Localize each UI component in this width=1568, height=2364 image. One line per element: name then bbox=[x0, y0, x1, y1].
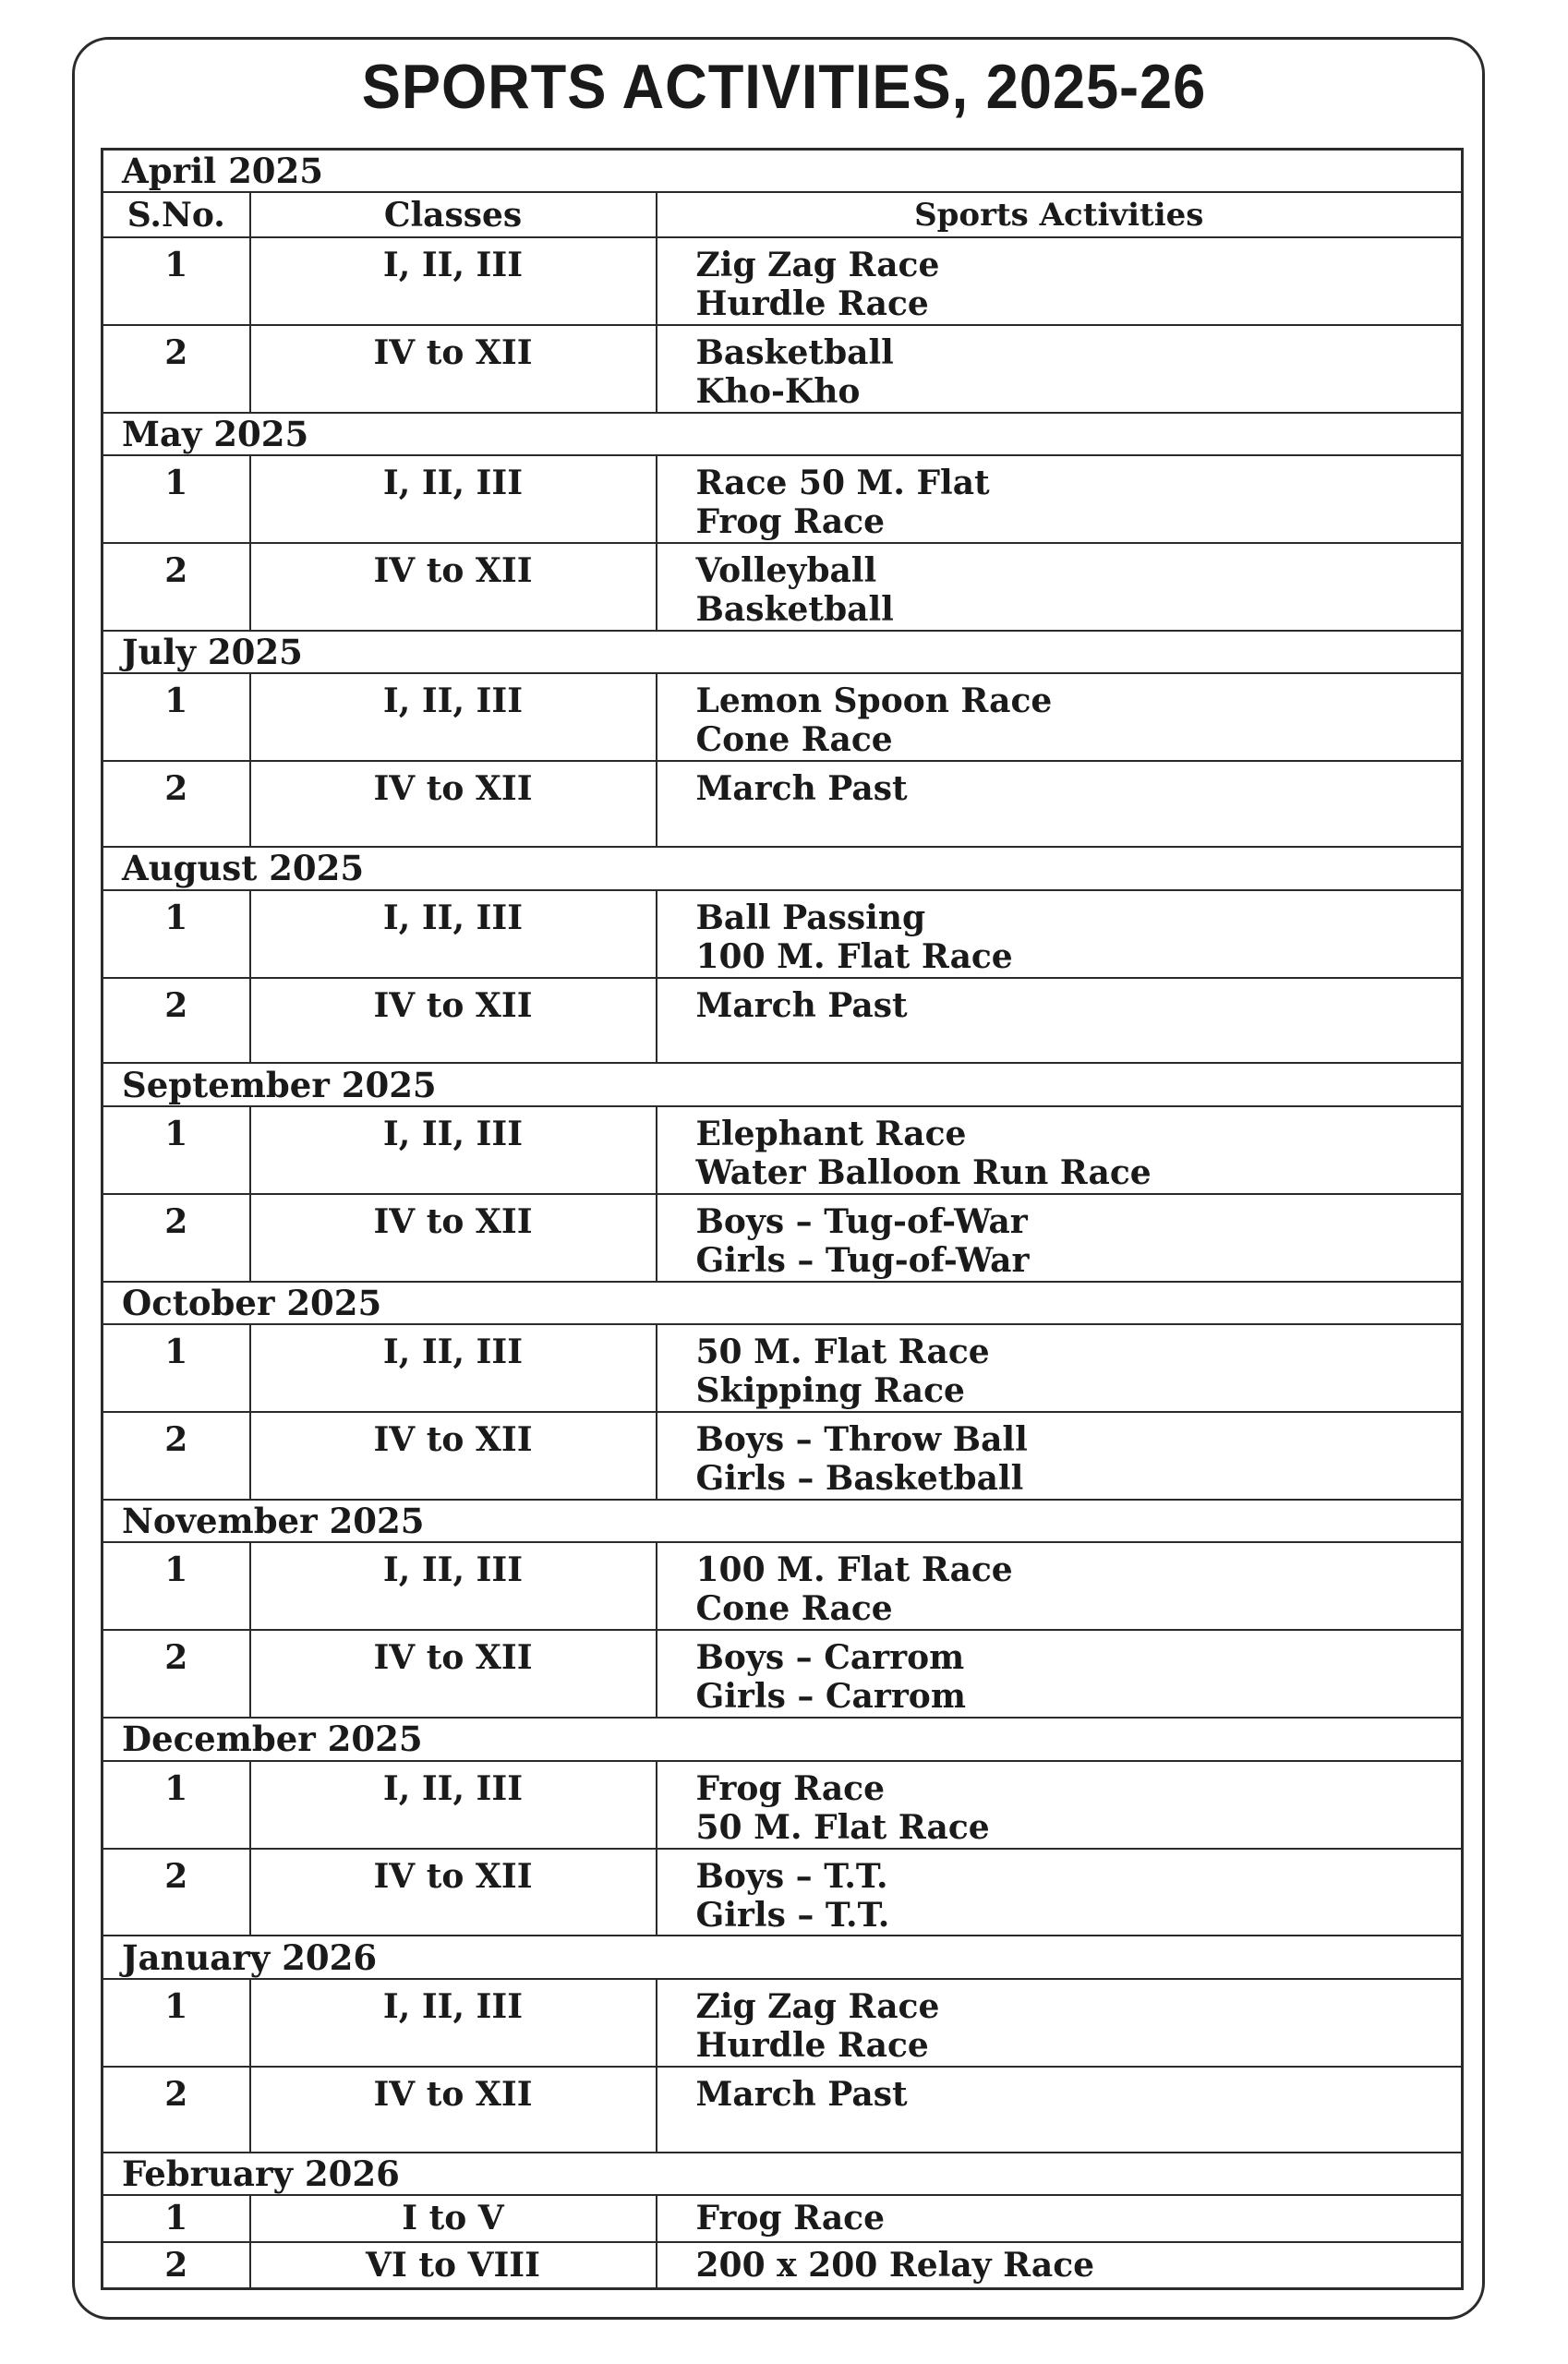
activity-item: Water Balloon Run Race bbox=[695, 1152, 1152, 1192]
classes-cell: I, II, III bbox=[250, 1324, 657, 1412]
activity-item: Boys – Throw Ball bbox=[695, 1420, 1028, 1460]
activities-cell bbox=[657, 2195, 1463, 2241]
serial-number: 1 bbox=[103, 1761, 250, 1849]
activities-cell bbox=[657, 455, 1463, 543]
table-row bbox=[103, 2242, 1463, 2289]
table-row bbox=[103, 1324, 1463, 1412]
serial-number: 1 bbox=[103, 1542, 250, 1630]
activity-item: Skipping Race bbox=[695, 1371, 965, 1411]
activity-item: Elephant Race bbox=[695, 1114, 967, 1153]
activity-item: Boys – Tug-of-War bbox=[695, 1201, 1028, 1241]
month-label: July 2025 bbox=[103, 631, 1463, 673]
serial-number: 2 bbox=[103, 543, 250, 631]
table-row bbox=[103, 325, 1463, 413]
month-row bbox=[103, 150, 1463, 193]
activities-cell bbox=[657, 325, 1463, 413]
activity-item: Race 50 M. Flat bbox=[695, 464, 990, 503]
table-row bbox=[103, 455, 1463, 543]
classes-cell: IV to XII bbox=[250, 761, 657, 847]
classes-cell: I, II, III bbox=[250, 1979, 657, 2067]
month-row bbox=[103, 2153, 1463, 2195]
activities-cell bbox=[657, 1106, 1463, 1194]
classes-header: Classes bbox=[250, 192, 657, 236]
serial-number: 2 bbox=[103, 1412, 250, 1500]
page-title: SPORTS ACTIVITIES, 2025-26 bbox=[361, 52, 1207, 122]
table-row bbox=[103, 890, 1463, 978]
month-row bbox=[103, 1500, 1463, 1542]
classes-cell: IV to XII bbox=[250, 2067, 657, 2153]
classes-cell: IV to XII bbox=[250, 1849, 657, 1936]
activities-cell bbox=[657, 1761, 1463, 1849]
serial-number: 2 bbox=[103, 1849, 250, 1936]
sports-schedule-table bbox=[101, 148, 1464, 2290]
table-row bbox=[103, 673, 1463, 761]
classes-cell: I, II, III bbox=[250, 673, 657, 761]
classes-cell: I, II, III bbox=[250, 1542, 657, 1630]
serial-number: 1 bbox=[103, 237, 250, 325]
classes-cell: I, II, III bbox=[250, 1106, 657, 1194]
serial-number: 1 bbox=[103, 1979, 250, 2067]
classes-cell: IV to XII bbox=[250, 1630, 657, 1718]
month-label: February 2026 bbox=[103, 2153, 1463, 2195]
activities-cell bbox=[657, 761, 1463, 847]
activities-cell bbox=[657, 1194, 1463, 1282]
month-row bbox=[103, 1282, 1463, 1324]
activities-cell bbox=[657, 1849, 1463, 1936]
month-label: September 2025 bbox=[103, 1063, 1463, 1105]
schedule-body bbox=[103, 150, 1463, 2289]
month-row bbox=[103, 1936, 1463, 1978]
table-row bbox=[103, 1979, 1463, 2067]
classes-cell: I, II, III bbox=[250, 455, 657, 543]
serial-number: 1 bbox=[103, 1324, 250, 1412]
table-row bbox=[103, 978, 1463, 1064]
classes-cell: IV to XII bbox=[250, 1194, 657, 1282]
activity-item: 100 M. Flat Race bbox=[695, 1550, 1013, 1590]
serial-number: 2 bbox=[103, 325, 250, 413]
activity-item: Girls – Basketball bbox=[695, 1459, 1024, 1499]
month-row bbox=[103, 1063, 1463, 1105]
activity-item: 100 M. Flat Race bbox=[695, 936, 1013, 976]
activity-item: Kho-Kho bbox=[695, 371, 861, 411]
table-row bbox=[103, 1412, 1463, 1500]
activities-header: Sports Activities bbox=[657, 192, 1463, 236]
activity-item: Hurdle Race bbox=[695, 283, 929, 323]
activities-cell bbox=[657, 673, 1463, 761]
month-label: April 2025 bbox=[103, 150, 1463, 193]
table-row bbox=[103, 543, 1463, 631]
classes-cell: IV to XII bbox=[250, 325, 657, 413]
activities-cell bbox=[657, 978, 1463, 1064]
activities-cell bbox=[657, 1979, 1463, 2067]
activity-item: Frog Race bbox=[695, 502, 886, 542]
table-row bbox=[103, 2067, 1463, 2153]
table-row bbox=[103, 1849, 1463, 1936]
activity-item: Basketball bbox=[695, 332, 894, 372]
activities-cell bbox=[657, 237, 1463, 325]
activities-cell bbox=[657, 1324, 1463, 1412]
activity-item: Frog Race bbox=[695, 1768, 886, 1808]
classes-cell: VI to VIII bbox=[250, 2242, 657, 2289]
month-row bbox=[103, 1718, 1463, 1760]
header-row bbox=[103, 192, 1463, 236]
activities-cell bbox=[657, 2242, 1463, 2289]
serial-number: 2 bbox=[103, 978, 250, 1064]
serial-number: 1 bbox=[103, 1106, 250, 1194]
table-row bbox=[103, 1761, 1463, 1849]
month-row bbox=[103, 413, 1463, 455]
serial-number: 2 bbox=[103, 2067, 250, 2153]
activity-item: Basketball bbox=[695, 590, 894, 630]
month-label: August 2025 bbox=[103, 847, 1463, 889]
serial-number: 1 bbox=[103, 2195, 250, 2241]
classes-cell: I to V bbox=[250, 2195, 657, 2241]
activity-item: Lemon Spoon Race bbox=[695, 681, 1053, 721]
table-row bbox=[103, 1542, 1463, 1630]
activity-item: Cone Race bbox=[695, 720, 893, 760]
classes-cell: I, II, III bbox=[250, 1761, 657, 1849]
classes-cell: I, II, III bbox=[250, 890, 657, 978]
table-row bbox=[103, 1106, 1463, 1194]
serial-number: 2 bbox=[103, 2242, 250, 2289]
month-row bbox=[103, 847, 1463, 889]
serial-number: 2 bbox=[103, 1630, 250, 1718]
activities-cell bbox=[657, 890, 1463, 978]
serial-number: 1 bbox=[103, 673, 250, 761]
table-row bbox=[103, 761, 1463, 847]
table-row bbox=[103, 237, 1463, 325]
month-label: January 2026 bbox=[103, 1936, 1463, 1978]
activity-item: Zig Zag Race bbox=[695, 245, 940, 284]
activity-item: March Past bbox=[695, 2074, 908, 2114]
month-row bbox=[103, 631, 1463, 673]
serial-number: 1 bbox=[103, 455, 250, 543]
month-label: December 2025 bbox=[103, 1718, 1463, 1760]
activities-cell bbox=[657, 2067, 1463, 2153]
activity-item: Girls – Carrom bbox=[695, 1677, 966, 1717]
activity-item: 50 M. Flat Race bbox=[695, 1807, 990, 1847]
table-row bbox=[103, 1630, 1463, 1718]
activity-item: Boys – Carrom bbox=[695, 1638, 965, 1678]
classes-cell: I, II, III bbox=[250, 237, 657, 325]
activity-item: March Past bbox=[695, 985, 908, 1025]
sno-header: S.No. bbox=[103, 192, 250, 236]
activity-item: Ball Passing bbox=[695, 898, 926, 937]
serial-number: 1 bbox=[103, 890, 250, 978]
classes-cell: IV to XII bbox=[250, 543, 657, 631]
month-label: November 2025 bbox=[103, 1500, 1463, 1542]
table-row bbox=[103, 2195, 1463, 2241]
activities-cell bbox=[657, 543, 1463, 631]
activities-cell bbox=[657, 1542, 1463, 1630]
activity-item: Frog Race bbox=[695, 2199, 886, 2238]
activity-item: 50 M. Flat Race bbox=[695, 1333, 990, 1372]
activity-item: 200 x 200 Relay Race bbox=[695, 2245, 1095, 2285]
activities-cell bbox=[657, 1412, 1463, 1500]
table-row bbox=[103, 1194, 1463, 1282]
activity-item: Volleyball bbox=[695, 551, 877, 591]
serial-number: 2 bbox=[103, 1194, 250, 1282]
month-label: October 2025 bbox=[103, 1282, 1463, 1324]
activity-item: Zig Zag Race bbox=[695, 1986, 940, 2026]
activity-item: Girls – Tug-of-War bbox=[695, 1240, 1030, 1280]
classes-cell: IV to XII bbox=[250, 978, 657, 1064]
classes-cell: IV to XII bbox=[250, 1412, 657, 1500]
activity-item: Girls – T.T. bbox=[695, 1895, 890, 1935]
activity-item: Cone Race bbox=[695, 1589, 893, 1629]
serial-number: 2 bbox=[103, 761, 250, 847]
activity-item: March Past bbox=[695, 769, 908, 809]
month-label: May 2025 bbox=[103, 413, 1463, 455]
activity-item: Hurdle Race bbox=[695, 2025, 929, 2065]
activity-item: Boys – T.T. bbox=[695, 1856, 888, 1896]
activities-cell bbox=[657, 1630, 1463, 1718]
